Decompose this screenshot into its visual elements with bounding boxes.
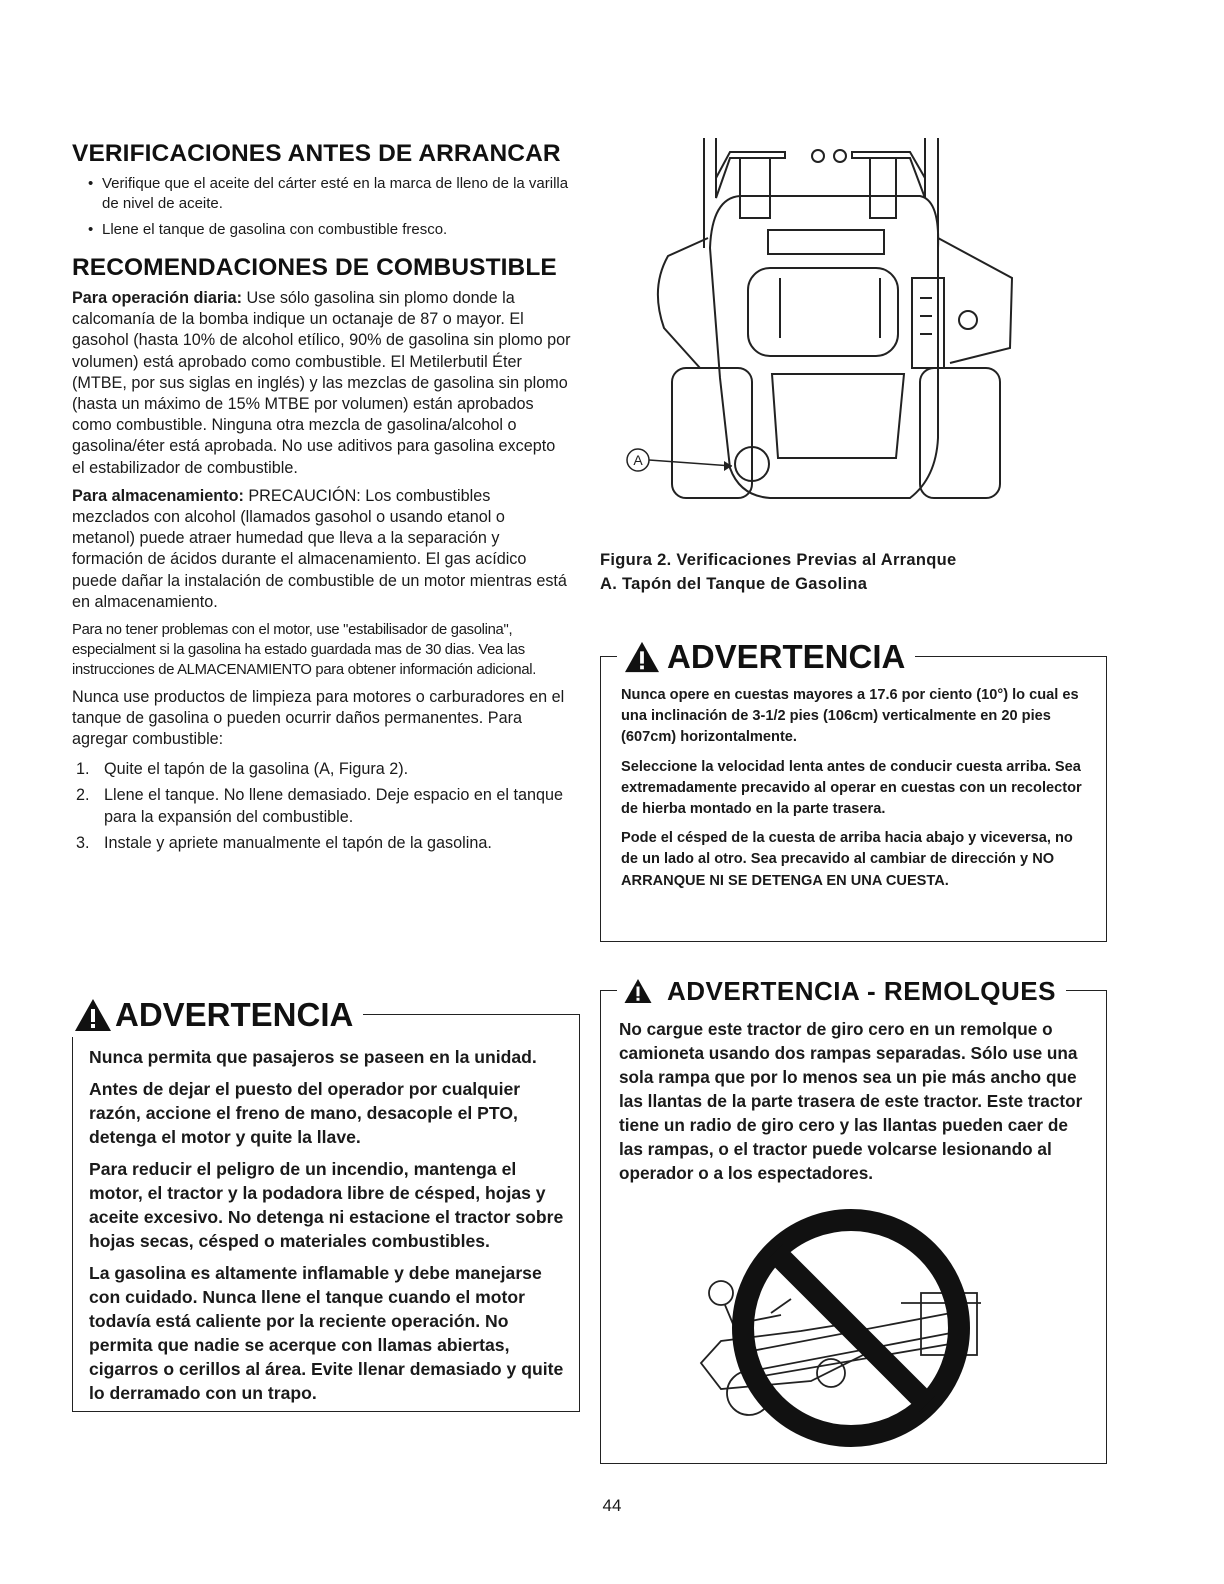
section-heading-fuel: RECOMENDACIONES DE COMBUSTIBLE [72,254,557,281]
refuel-steps [72,758,572,854]
figure-caption-line1: Figura 2. Verificaciones Previas al Arranque [600,551,957,569]
list-item: 3. Instale y apriete manualmente el tapón de la gasolina. [76,833,492,852]
warning-title: ADVERTENCIA [667,638,906,675]
no-two-ramps-illustration [681,1203,1001,1453]
fuel-storage-paragraph [72,486,572,613]
warning-triangle-icon [623,977,653,1005]
warning-box-trailers [600,975,1107,1464]
callout-a-label: A [633,452,643,468]
figure-2-tractor-diagram [620,138,1020,518]
page-number: 44 [602,1496,622,1515]
warning-paragraph: La gasolina es altamente inflamable y debe manejarse con cuidado. Nunca llene el tanque cuando el motor todavía está caliente por la reciente operación. No permita que nadie se acerque con llamas abiertas, cigarros o cerillos al área. Evite llenar demasiado y quite lo derramado con un trapo. [89,1263,564,1403]
fuel-daily-text: Use sólo gasolina sin plomo donde la calcomanía de la bomba indique un octanaje de 87 o mayor. El gasohol (hasta 10% de alcohol etílico, 90% de gasolina sin plomo por volumen) está aprobado como combustible. El Metilerbutil Éter (MTBE, por sus siglas en inglés) y las mezclas de gasolina sin plomo (hasta un máximo de 15% MTBE por volumen) están aprobados como combustible. Ninguna otra mezcla de gasolina/alcohol o gasolina/éter está aprobada. No use aditivos para gasolina excepto el estabilizador de combustible. [72,289,571,477]
fuel-storage-text: PRECAUCIÓN: Los combustibles mezclados con alcohol (llamados gasohol o usando etanol o metanol) puede atraer humedad que lleva a la separación y formación de ácidos durante el almacenamiento. El gas acídico puede dañar la instalación de combustible de un motor mientras está en almacenamiento. [72,486,567,611]
section-heading-prestart: VERIFICACIONES ANTES DE ARRANCAR [72,140,561,167]
warning-title: ADVERTENCIA [115,996,354,1033]
fuel-daily-lead: Para operación diaria: [72,289,243,307]
figure-caption-line2: A. Tapón del Tanque de Gasolina [600,575,868,593]
warning-triangle-icon [73,997,113,1033]
list-item: 2. Llene el tanque. No llene demasiado. Deje espacio en el tanque para la expansión del combustible. [76,785,563,826]
tractor-top-view [620,138,1020,518]
list-item: • Llene el tanque de gasolina con combustible fresco. [72,220,572,240]
figure-caption [600,548,957,596]
fuel-storage-lead: Para almacenamiento: [72,486,244,505]
list-item: 1. Quite el tapón de la gasolina (A, Figura 2). [76,759,409,778]
warning-paragraph: Antes de dejar el puesto del operador por cualquier razón, accione el freno de mano, desacople el PTO, detenga el motor y quite la llave. [89,1079,521,1147]
warning-paragraph: Nunca permita que pasajeros se paseen en la unidad. [89,1047,537,1067]
warning-paragraph: Para reducir el peligro de un incendio, mantenga el motor, el tractor y la podadora libre de césped, hojas y aceite excesivo. No detenga ni estacione el tractor sobre hojas secas, césped o materiales combustibles. [89,1159,564,1251]
warning-box-general [72,996,580,1412]
warning-triangle-icon [623,640,661,674]
warning-title: ADVERTENCIA - REMOLQUES [667,975,1056,1006]
left-column [72,140,572,858]
stabilizer-paragraph: Para no tener problemas con el motor, use "estabilisador de gasolina", especialment si la gasolina ha estado guardada mas de 30 dias. Vea las instrucciones de ALMACENAMIENTO para obtener información adicional. [72,622,537,679]
warning-paragraph: Seleccione la velocidad lenta antes de conducir cuesta arriba. Sea extremadamente precavido al operar en cuestas con un recolector de hierba montado en la parte trasera. [621,758,1082,818]
warning-paragraph: Pode el césped de la cuesta de arriba hacia abajo y viceversa, no de un lado al otro. Sea precavido al cambiar de dirección y NO ARRANQUE NI SE DETENGA EN UNA CUESTA. [621,830,1073,889]
warning-paragraph: Nunca opere en cuestas mayores a 17.6 por ciento (10°) lo cual es una inclinación de 3-1/2 pies (106cm) verticalmente en 20 pies (607cm) horizontalmente. [621,687,1079,746]
warning-box-slopes [600,638,1107,942]
warning-paragraph: No cargue este tractor de giro cero en un remolque o camioneta usando dos rampas separadas. Sólo use una sola rampa que por lo menos sea un pie más ancho que las llantas de la parte trasera de este tractor. Este tractor tiene un radio de giro cero y las llantas pueden caer de las rampas, o el tractor puede volcarse lesionando al operador o a los espectadores. [619,1019,1083,1183]
cleaning-paragraph: Nunca use productos de limpieza para motores o carburadores en el tanque de gasolina o pueden ocurrir daños permanentes. Para agregar combustible: [72,688,565,749]
list-item: • Verifique que el aceite del cárter esté en la marca de lleno de la varilla de nivel de aceite. [72,174,572,214]
fuel-daily-paragraph [72,288,572,479]
prestart-list [72,174,572,240]
